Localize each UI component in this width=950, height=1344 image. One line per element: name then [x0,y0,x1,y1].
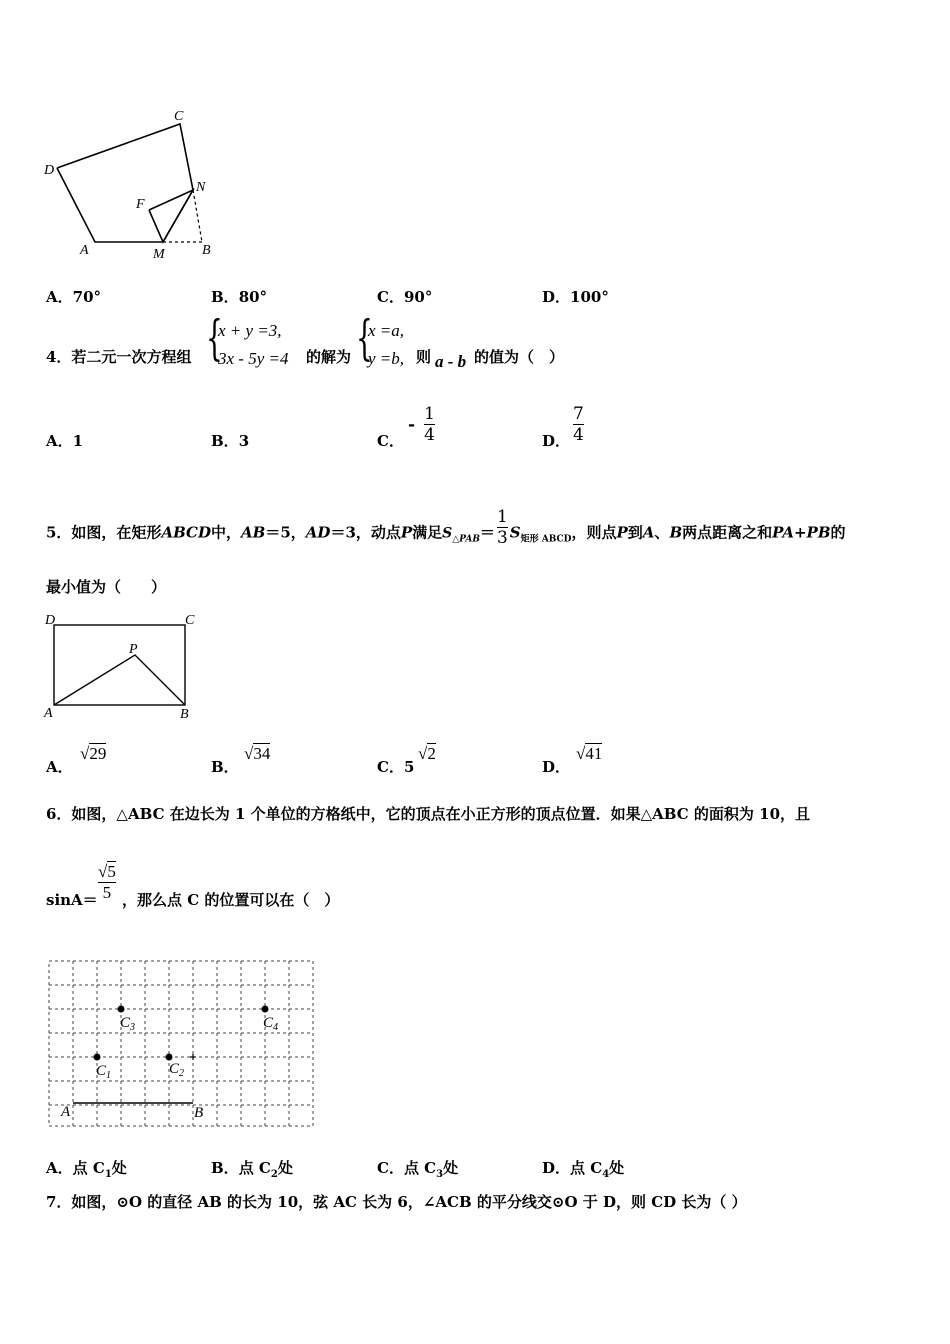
q4-option-d-fraction: $\frac{7}{4}$ [573,404,584,445]
q6-point-c4 [262,1006,269,1013]
q5-option-a-value[interactable]: √29 [80,744,107,763]
q6-label-c3: $C_3$ [120,1015,136,1033]
q5-line1: 5．如图，在矩形ABCD中，AB＝5，AD＝3，动点P满足$S_{\triangle PAB}=$ $\frac{1}{3}$ $S_{矩形 ABCD}$，则点P到A、B两点距离之和PA+PB的 [46,507,846,548]
q5-label-c: C [185,613,195,628]
q6-sin-prefix: sinA＝ [46,891,98,909]
q5-option-c[interactable]: C．5 [377,758,415,776]
q5-triangle [54,655,185,705]
q5-option-d[interactable]: D． [542,758,571,776]
q6-option-d[interactable]: D．点 $C_4$处 [542,1159,625,1180]
q6-label-a: A [61,1104,71,1120]
q6-point-c2 [166,1054,173,1061]
q5-figure [40,608,210,728]
q4-option-a[interactable]: A．1 [46,432,84,450]
q3-option-b[interactable]: B．80° [211,288,268,306]
q4-brace-2: { [356,310,373,366]
q4-option-c-sign: - [408,414,416,435]
q5-option-c-value[interactable]: √2 [418,744,436,763]
q4-option-c[interactable]: C． [377,432,404,450]
q4-option-c-fraction: $\frac{1}{4}$ [424,404,435,445]
q4-then: 则 [416,348,432,366]
q3-figure [40,100,230,265]
q4-sys2-line1: x =a, [368,321,405,340]
q6-option-c[interactable]: C．点 $C_3$处 [377,1159,459,1180]
q5-line2: 最小值为（ ） [46,578,167,596]
q3-label-n: N [196,180,206,195]
q3-label-m: M [153,247,165,262]
q6-line1: 6．如图，△ABC 在边长为 1 个单位的方格纸中，它的顶点在小正方形的顶点位置．如果△ABC 的面积为 10，且 [46,805,811,823]
sqrt-symbol: √ [576,744,586,763]
q4-middle: 的解为 [306,348,352,366]
q5-label-b: B [180,707,189,722]
q5-option-a[interactable]: A． [46,758,73,776]
q5-option-d-value[interactable]: √41 [576,744,603,763]
q4-prefix: 4．若二元一次方程组 [46,348,192,366]
q6-label-c4: $C_4$ [263,1015,279,1033]
q3-label-b: B [202,243,211,258]
q3-dashed-nb [193,190,202,242]
q3-option-a[interactable]: A．70° [46,288,102,306]
q6-point-c3 [118,1006,125,1013]
q3-label-f: F [136,197,145,212]
q6-sin-fraction: $\frac{√5}{5}$ [98,862,116,902]
sqrt-symbol: √ [244,744,254,763]
q4-system-1 [206,310,306,372]
q3-label-d: D [44,163,55,178]
q4-option-c-value[interactable] [408,404,435,445]
q3-fold [149,190,193,242]
q5-option-b-value[interactable]: √34 [244,744,271,763]
sqrt-symbol: √ [80,744,90,763]
q3-option-c[interactable]: C．90° [377,288,433,306]
q4-expr: a - b [435,352,467,371]
q5-fraction: $\frac{1}{3}$ [496,507,508,548]
q6-label-b: B [194,1105,204,1121]
q6-point-c1 [94,1054,101,1061]
q4-system-2 [356,310,416,372]
q4-sys1-line2: 3x - 5y =4 [218,349,289,368]
q4-option-b[interactable]: B．3 [211,432,250,450]
q6-grid-lines [49,961,313,1126]
q4-brace-1: { [206,310,223,366]
q6-label-c1: $C_1$ [96,1063,112,1081]
q5-label-a: A [44,706,53,721]
q6-grid-figure [44,955,318,1133]
q4-option-d[interactable]: D． [542,432,571,450]
q5-option-b[interactable]: B． [211,758,239,776]
sqrt-symbol: √ [418,744,428,763]
q4-suffix: 的值为（ ） [474,348,565,366]
q5-label-p: P [129,642,138,657]
q6-option-b[interactable]: B．点 $C_2$处 [211,1159,293,1180]
q6-option-a[interactable]: A．点 $C_1$处 [46,1159,127,1180]
q4-sys2-line2: y =b, [368,349,405,368]
q4-sys1-line1: x + y =3, [218,321,282,340]
q6-line2-suffix: ，那么点 C 的位置可以在（ ） [122,891,340,909]
q3-option-d[interactable]: D．100° [542,288,609,306]
q3-label-c: C [174,109,184,124]
q4-option-d-value[interactable] [573,404,584,445]
q7-text: 7．如图，⊙O 的直径 AB 的长为 10，弦 AC 长为 6，∠ACB 的平分线交⊙O 于 D，则 CD 长为（ ） [46,1193,747,1211]
q5-label-d: D [45,613,56,628]
q3-label-a: A [80,243,89,258]
q6-cursor-mark [190,1054,196,1060]
q6-label-c2: $C_2$ [169,1061,185,1079]
